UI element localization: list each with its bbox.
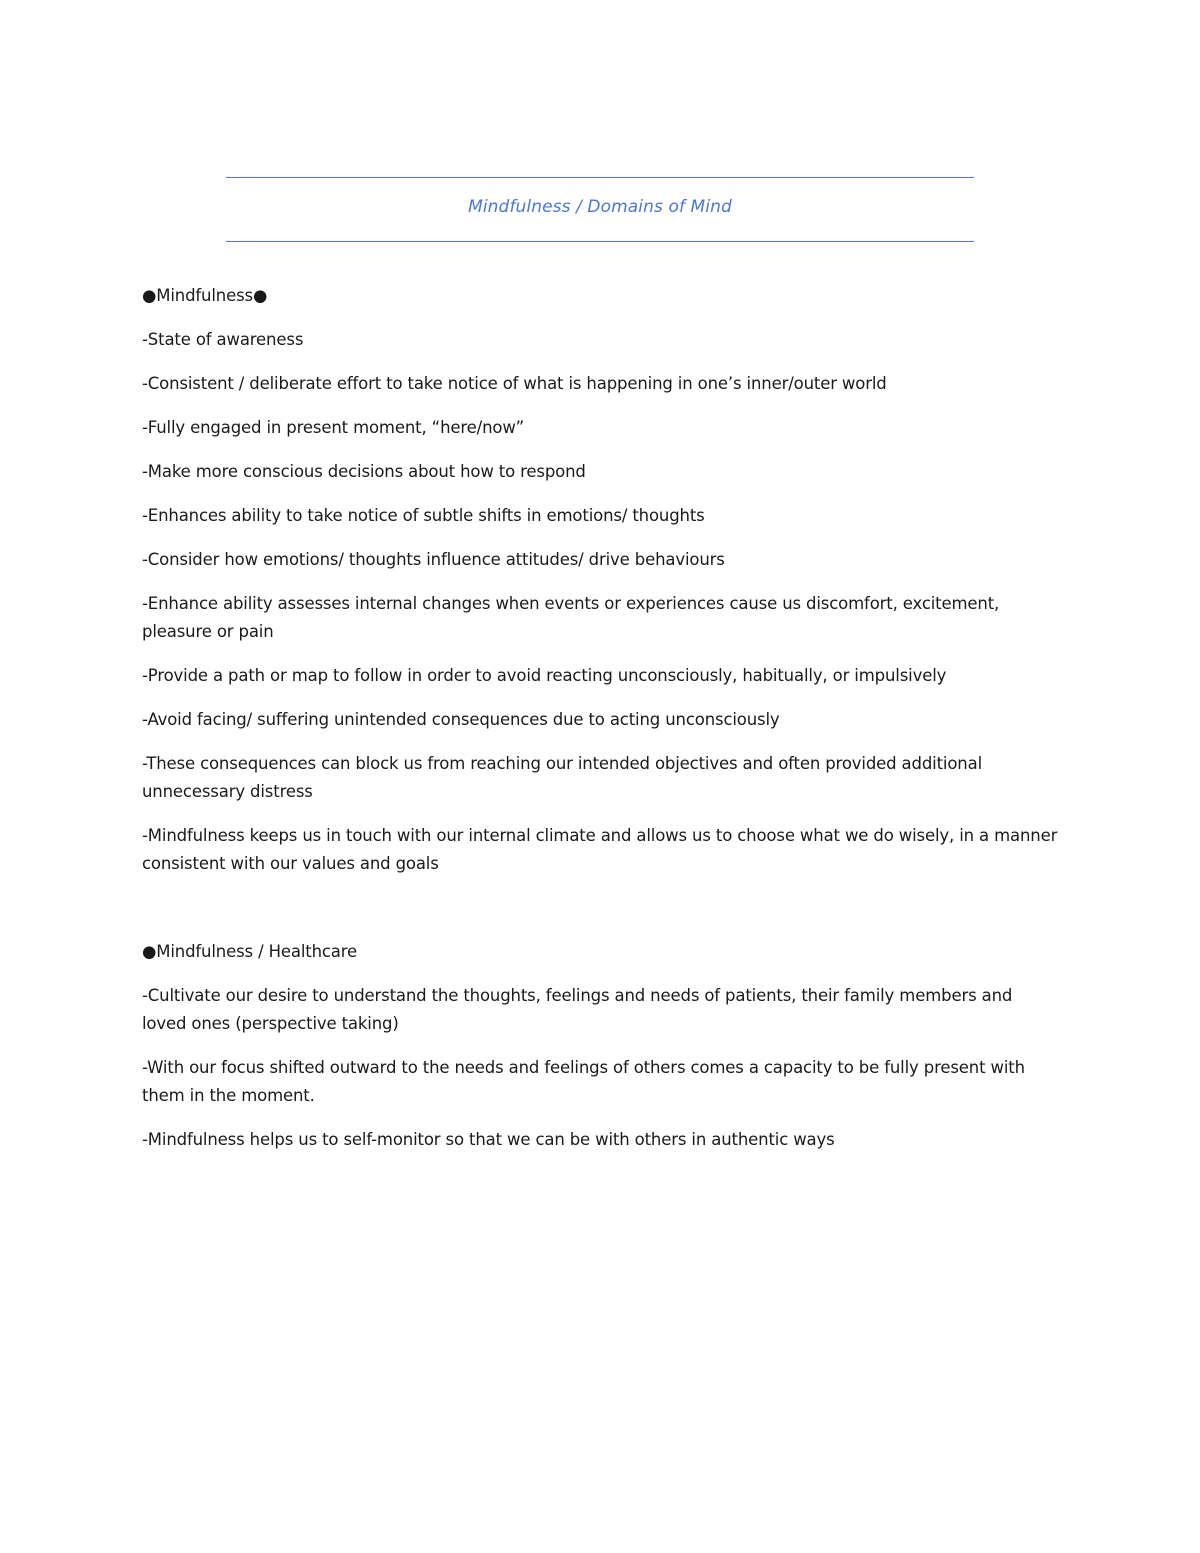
title-block	[226, 175, 974, 245]
list-item: -Make more conscious decisions about how to respond	[142, 462, 586, 481]
list-item: -Consistent / deliberate effort to take notice of what is happening in one’s inner/outer world	[142, 374, 887, 393]
title-top-rule	[226, 177, 974, 178]
list-item: -Mindfulness keeps us in touch with our internal climate and allows us to choose what we do wisely, in a manner consistent with our values and goals	[142, 826, 1058, 873]
list-item: -Cultivate our desire to understand the thoughts, feelings and needs of patients, their family members and loved ones (perspective taking)	[142, 986, 1013, 1033]
list-item: -Provide a path or map to follow in order to avoid reacting unconsciously, habitually, or impulsively	[142, 666, 947, 685]
list-item: -Fully engaged in present moment, “here/now”	[142, 418, 525, 437]
section-heading-healthcare: ●Mindfulness / Healthcare	[142, 942, 358, 961]
list-item: -Enhances ability to take notice of subtle shifts in emotions/ thoughts	[142, 506, 705, 525]
document-body	[142, 282, 1060, 1170]
list-item: -With our focus shifted outward to the needs and feelings of others comes a capacity to be fully present with them in the moment.	[142, 1058, 1025, 1105]
section-heading-mindfulness: ●Mindfulness●	[142, 286, 268, 305]
list-item: -Avoid facing/ suffering unintended consequences due to acting unconsciously	[142, 710, 780, 729]
list-item: -State of awareness	[142, 330, 304, 349]
list-item: -These consequences can block us from reaching our intended objectives and often provided additional unnecessary distress	[142, 754, 983, 801]
list-item: -Enhance ability assesses internal changes when events or experiences cause us discomfort, excitement, pleasure or pain	[142, 594, 1000, 641]
title-bottom-rule	[226, 241, 974, 242]
list-item: -Consider how emotions/ thoughts influence attitudes/ drive behaviours	[142, 550, 725, 569]
list-item: -Mindfulness helps us to self-monitor so that we can be with others in authentic ways	[142, 1130, 835, 1149]
document-title: Mindfulness / Domains of Mind	[468, 197, 732, 217]
section-spacer	[142, 894, 1060, 938]
